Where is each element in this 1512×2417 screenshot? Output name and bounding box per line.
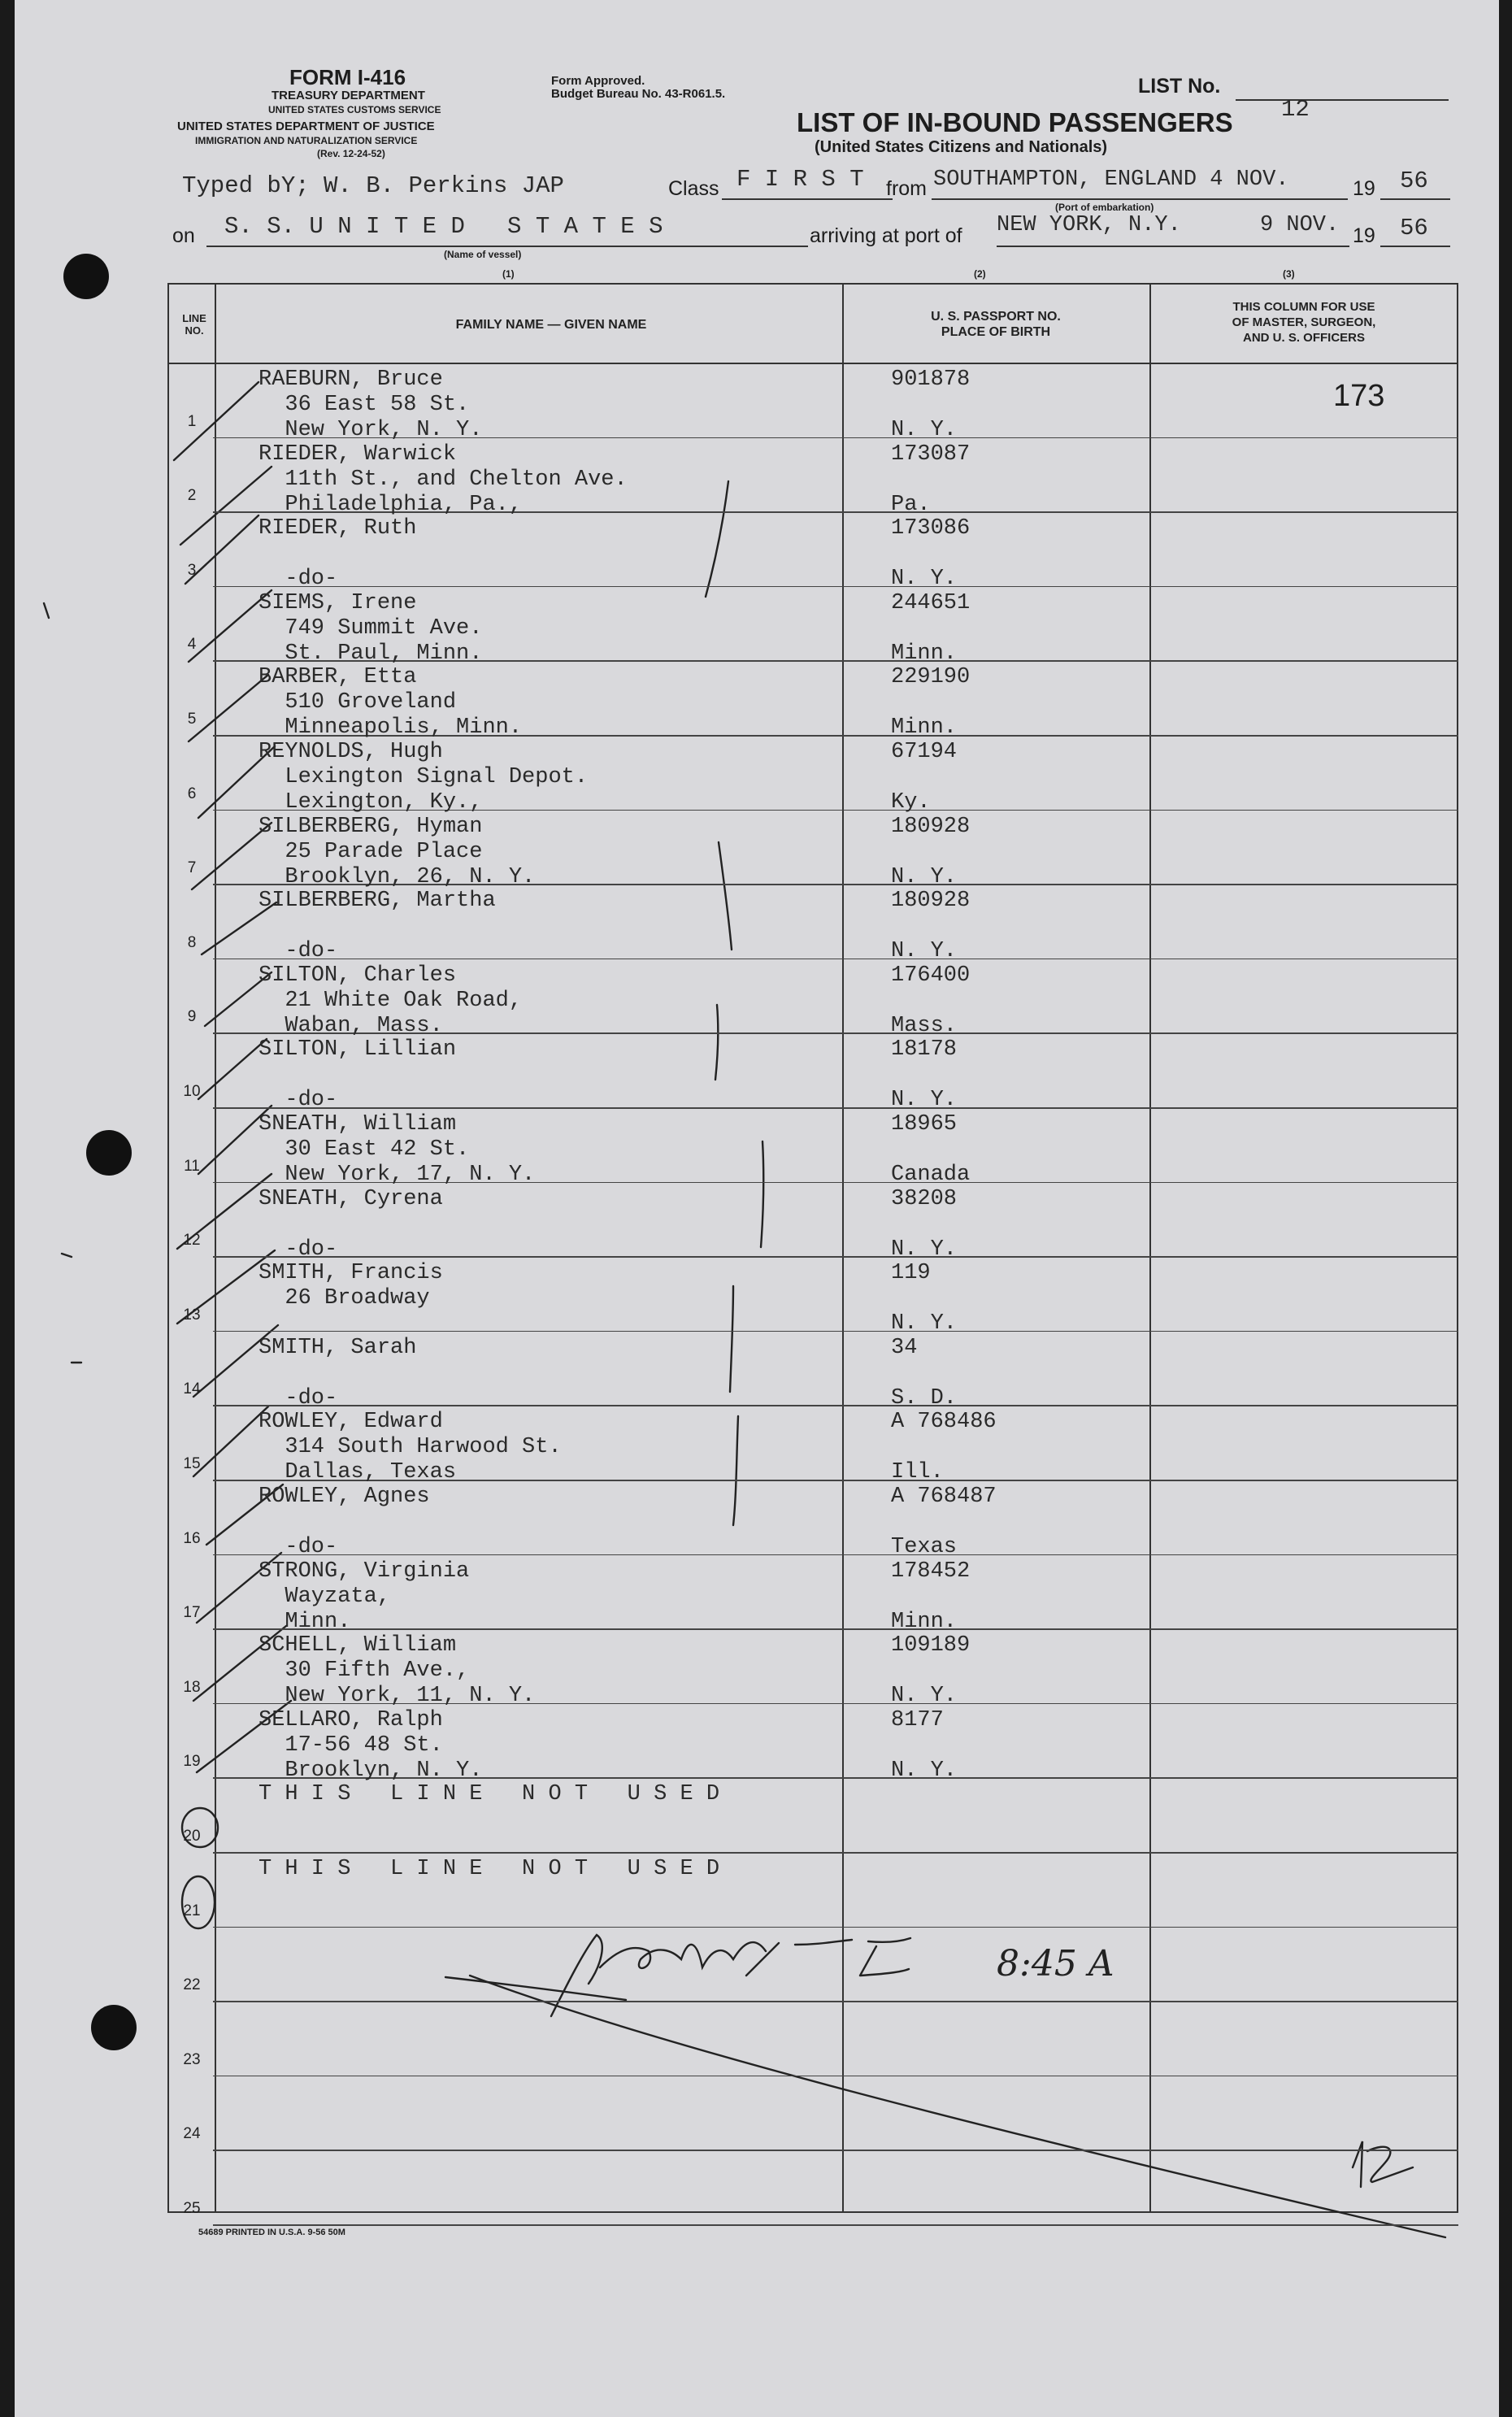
form-approved: Form Approved.: [551, 74, 645, 88]
line-number: 22: [183, 1976, 201, 1994]
list-no-value: 12: [1281, 96, 1310, 123]
passport-birthplace: 229190 Minn.: [891, 665, 971, 741]
passenger-name-address: T H I S L I N E N O T U S E D: [259, 1782, 720, 1807]
year-2: 56: [1400, 215, 1428, 241]
passport-birthplace: 178452 Minn.: [891, 1558, 971, 1634]
passport-birthplace: 18178 N. Y.: [891, 1037, 958, 1113]
class-label: Class: [668, 177, 719, 200]
passport-birthplace: 176400 Mass.: [891, 963, 971, 1038]
col-header-line-no: LINE NO.: [182, 312, 206, 337]
passenger-name-address: RAEBURN, Bruce 36 East 58 St. New York, N. Y.: [259, 367, 483, 442]
row-divider: [213, 2224, 1458, 2226]
arriving-date: 9 NOV.: [1260, 213, 1340, 237]
passport-birthplace: 180928 N. Y.: [891, 889, 971, 964]
row-divider: [213, 1927, 1458, 1928]
budget-bureau: Budget Bureau No. 43-R061.5.: [551, 87, 726, 101]
col-header-name: FAMILY NAME — GIVEN NAME: [455, 318, 647, 332]
passport-birthplace: 173087 Pa.: [891, 441, 971, 517]
line-number: 6: [187, 785, 197, 802]
passenger-name-address: SILTON, Lillian -do-: [259, 1037, 457, 1113]
passport-birthplace: 67194 Ky.: [891, 740, 958, 815]
passenger-name-address: STRONG, Virginia Wayzata, Minn.: [259, 1558, 470, 1634]
line-number: 14: [183, 1380, 201, 1398]
handwritten-time: 8:45 A: [997, 1943, 1114, 1984]
row-divider: [213, 2076, 1458, 2077]
passport-birthplace: 109189 N. Y.: [891, 1633, 971, 1709]
passenger-name-address: SMITH, Sarah -do-: [259, 1335, 417, 1411]
line-number: 1: [187, 412, 197, 430]
passport-birthplace: 901878 N. Y.: [891, 367, 971, 442]
line-number: 10: [183, 1083, 201, 1100]
line-number: 5: [187, 711, 197, 728]
passenger-name-address: SIEMS, Irene 749 Summit Ave. St. Paul, Minn.: [259, 590, 483, 666]
class-value: F I R S T: [736, 166, 864, 193]
form-subtitle: (United States Citizens and Nationals): [815, 138, 1108, 156]
passenger-name-address: ROWLEY, Agnes -do-: [259, 1485, 430, 1559]
dept-customs: UNITED STATES CUSTOMS SERVICE: [268, 104, 441, 115]
passenger-name-address: SILTON, Charles 21 White Oak Road, Waban, Mass.: [259, 963, 523, 1038]
line-number: 11: [184, 1157, 200, 1175]
passport-birthplace: A 768486 Ill.: [891, 1410, 997, 1485]
passport-birthplace: 18965 Canada: [891, 1112, 971, 1187]
passport-birthplace: A 768487 Texas: [891, 1485, 997, 1559]
passenger-name-address: ROWLEY, Edward 314 South Harwood St. Dallas, Texas: [259, 1410, 562, 1485]
dept-immigration: IMMIGRATION AND NATURALIZATION SERVICE: [195, 135, 418, 146]
form-revision: (Rev. 12-24-52): [317, 148, 385, 159]
col2-number: (2): [974, 268, 986, 280]
year-prefix-2: 19: [1353, 224, 1375, 247]
row-divider: [213, 1852, 1458, 1854]
line-number: 13: [183, 1306, 201, 1324]
passport-birthplace: 119 N. Y.: [891, 1261, 958, 1337]
passport-birthplace: 173086 N. Y.: [891, 516, 971, 592]
officer-number: 173: [1333, 379, 1385, 413]
from-value: SOUTHAMPTON, ENGLAND 4 NOV.: [933, 167, 1289, 192]
dept-treasury: TREASURY DEPARTMENT: [272, 89, 425, 102]
line-number: 4: [187, 636, 197, 654]
passenger-name-address: SCHELL, William 30 Fifth Ave., New York, 11, N. Y.: [259, 1633, 536, 1709]
handwritten-marks: [15, 0, 1499, 2417]
line-number: 25: [183, 2200, 201, 2217]
vessel-name: S. S. U N I T E D S T A T E S: [224, 213, 663, 240]
year-prefix-1: 19: [1353, 177, 1375, 200]
passenger-name-address: BARBER, Etta 510 Groveland Minneapolis, Minn.: [259, 665, 523, 741]
from-label: from: [886, 177, 927, 200]
line-number: 21: [183, 1902, 201, 1919]
passenger-name-address: SELLARO, Ralph 17-56 48 St. Brooklyn, N. Y.: [259, 1707, 483, 1783]
passenger-name-address: SNEATH, William 30 East 42 St. New York, 17, N. Y.: [259, 1112, 536, 1187]
passenger-name-address: SILBERBERG, Martha -do-: [259, 889, 496, 964]
port-embark-caption: (Port of embarkation): [1055, 202, 1154, 213]
passenger-name-address: SNEATH, Cyrena -do-: [259, 1186, 443, 1262]
passport-birthplace: 244651 Minn.: [891, 590, 971, 666]
vessel-caption: (Name of vessel): [444, 249, 522, 260]
line-number: 8: [187, 933, 197, 951]
line-number: 23: [183, 2050, 201, 2068]
form-footer: 54689 PRINTED IN U.S.A. 9-56 50M: [198, 2228, 345, 2237]
list-no-label: LIST No.: [1138, 75, 1221, 98]
passenger-name-address: RIEDER, Warwick 11th St., and Chelton Ave. Philadelphia, Pa.,: [259, 441, 628, 517]
form-page: [15, 0, 1499, 2417]
line-number: 19: [183, 1753, 201, 1771]
passport-birthplace: 180928 N. Y.: [891, 814, 971, 889]
passenger-name-address: T H I S L I N E N O T U S E D: [259, 1857, 720, 1881]
on-label: on: [172, 224, 195, 247]
line-number: 16: [183, 1529, 201, 1547]
passport-birthplace: 8177 N. Y.: [891, 1707, 958, 1783]
row-divider: [213, 2001, 1458, 2002]
row-divider: [213, 2150, 1458, 2151]
col1-number: (1): [502, 268, 515, 280]
line-number: 24: [183, 2125, 201, 2143]
col3-number: (3): [1283, 268, 1295, 280]
col-header-passport: U. S. PASSPORT NO. PLACE OF BIRTH: [931, 310, 1061, 339]
passenger-name-address: REYNOLDS, Hugh Lexington Signal Depot. Lexington, Ky.,: [259, 740, 589, 815]
col-header-officers: THIS COLUMN FOR USE OF MASTER, SURGEON, AND U. S. OFFICERS: [1232, 300, 1376, 345]
arriving-port: NEW YORK, N.Y.: [997, 213, 1181, 237]
line-number: 3: [187, 561, 197, 579]
line-number: 18: [183, 1678, 201, 1696]
line-number: 20: [183, 1828, 201, 1845]
year-1: 56: [1400, 167, 1428, 194]
passenger-name-address: SMITH, Francis 26 Broadway: [259, 1261, 443, 1311]
line-number: 9: [187, 1008, 197, 1026]
dept-justice: UNITED STATES DEPARTMENT OF JUSTICE: [177, 120, 435, 133]
row-divider: [213, 1331, 1458, 1332]
line-number: 15: [183, 1455, 201, 1472]
form-number: FORM I-416: [289, 65, 406, 89]
line-number: 2: [187, 487, 197, 505]
form-title: LIST OF IN-BOUND PASSENGERS: [797, 107, 1233, 137]
passenger-name-address: RIEDER, Ruth -do-: [259, 516, 417, 592]
passport-birthplace: 34 S. D.: [891, 1335, 958, 1411]
passenger-name-address: SILBERBERG, Hyman 25 Parade Place Brooklyn, 26, N. Y.: [259, 814, 536, 889]
line-number: 7: [187, 859, 197, 877]
line-number: 17: [183, 1604, 201, 1622]
line-number: 12: [183, 1232, 201, 1250]
typed-by: Typed bY; W. B. Perkins JAP: [182, 172, 564, 199]
passport-birthplace: 38208 N. Y.: [891, 1186, 958, 1262]
arriving-label: arriving at port of: [810, 224, 962, 247]
